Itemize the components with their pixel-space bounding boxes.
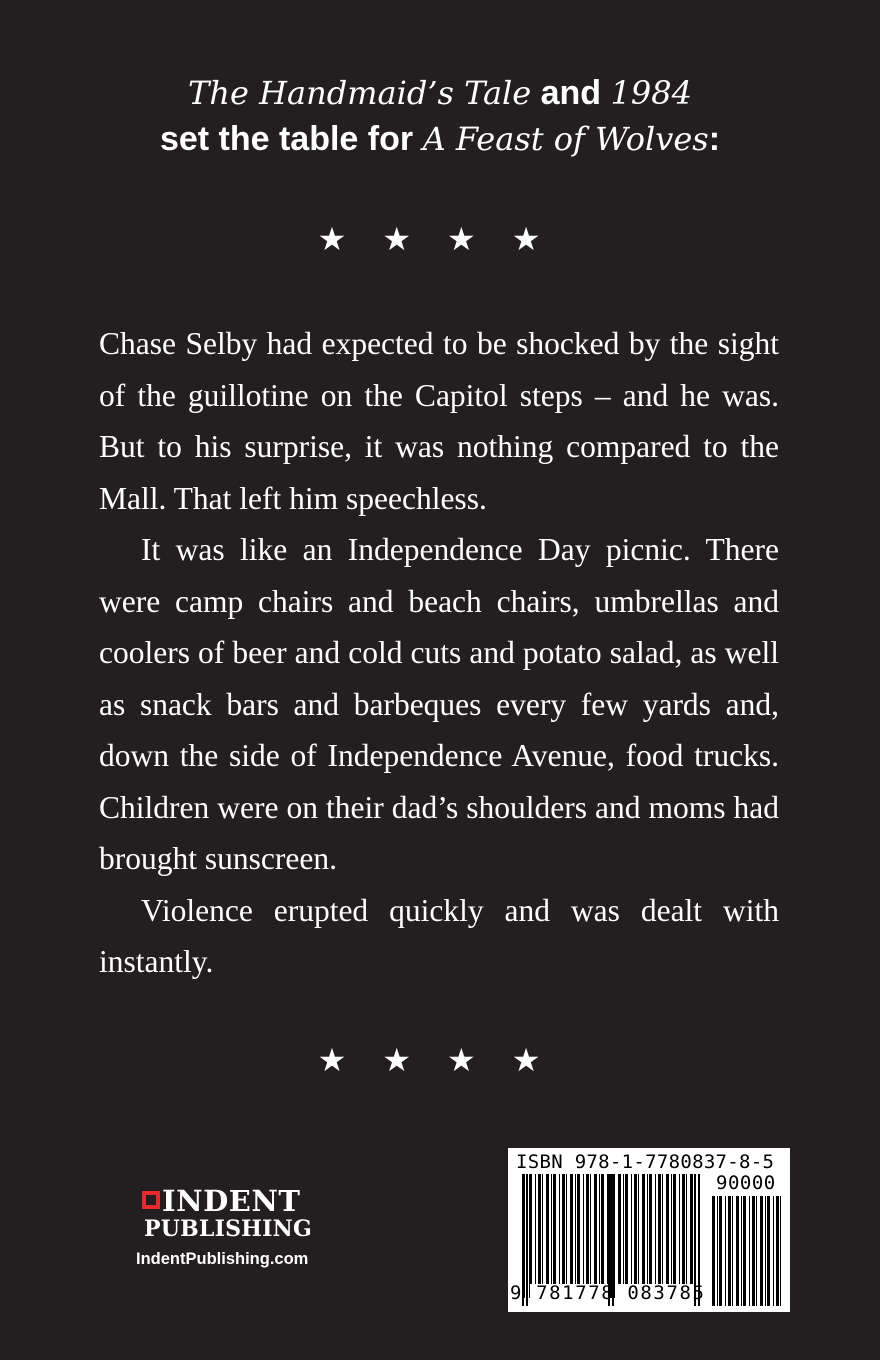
barcode-bar	[601, 1174, 604, 1298]
barcode-bar	[725, 1196, 726, 1306]
tagline-prefix: set the table for	[159, 120, 423, 158]
barcode-bar	[625, 1174, 628, 1298]
barcode-bar	[712, 1196, 715, 1306]
barcode-bar	[776, 1196, 779, 1306]
blurb-excerpt	[99, 318, 779, 988]
barcode-bar	[546, 1174, 549, 1298]
barcode-bar	[655, 1174, 656, 1298]
barcode-bar	[590, 1174, 591, 1298]
barcode-bar	[728, 1196, 731, 1306]
barcode-bar	[599, 1174, 600, 1298]
barcode-bar	[658, 1174, 661, 1298]
star-icon: ★	[317, 220, 369, 258]
star-icon: ★	[317, 1041, 369, 1079]
barcode-addon-number: 90000	[716, 1172, 776, 1194]
barcode-bar	[741, 1196, 742, 1306]
star-icon: ★	[382, 220, 433, 258]
barcode-bar	[662, 1174, 663, 1298]
barcode-bar	[649, 1174, 652, 1298]
isbn-barcode	[508, 1148, 790, 1312]
barcode-ean-digits: 9 781778 083785	[510, 1282, 706, 1304]
barcode-bar	[607, 1174, 608, 1298]
publisher-square-icon	[142, 1191, 160, 1209]
publisher-name-line-1	[142, 1186, 330, 1216]
barcode-bar	[743, 1196, 746, 1306]
barcode-bar	[756, 1196, 757, 1306]
barcode-bar	[732, 1196, 733, 1306]
barcode-bar	[553, 1174, 556, 1298]
barcode-bar	[642, 1174, 645, 1298]
barcode-bar	[623, 1174, 624, 1298]
barcode-bar	[594, 1174, 597, 1298]
barcode-bar	[570, 1174, 573, 1298]
barcode-bar	[542, 1174, 543, 1298]
barcode-bar	[638, 1174, 639, 1298]
barcode-bar	[690, 1174, 693, 1298]
barcode-bar	[647, 1174, 648, 1298]
barcode-bar	[562, 1174, 565, 1298]
star-icon: ★	[447, 1041, 498, 1079]
barcode-bar	[673, 1174, 676, 1298]
star-divider-top	[0, 219, 880, 259]
barcode-bar	[671, 1174, 672, 1298]
barcode-bar	[736, 1196, 739, 1306]
tagline-and: and	[531, 74, 611, 112]
barcode-bar	[631, 1174, 632, 1298]
barcode-bar	[717, 1196, 718, 1306]
tagline	[0, 70, 880, 162]
tagline-colon: :	[708, 120, 721, 158]
isbn-text: ISBN 978-1-7780837-8-5	[516, 1151, 775, 1173]
title-1984: 1984	[610, 74, 692, 112]
barcode-bar	[586, 1174, 589, 1298]
blurb-paragraph: Violence erupted quickly and was dealt with instantly.	[99, 892, 779, 979]
publisher-name-indent: INDENT	[162, 1184, 301, 1218]
barcode-bar	[752, 1196, 755, 1306]
barcode-bar	[679, 1174, 680, 1298]
barcode-bar	[566, 1174, 567, 1298]
barcode-bar	[618, 1174, 621, 1298]
barcode-bar	[529, 1174, 532, 1298]
star-icon: ★	[447, 220, 498, 258]
barcode-bar	[583, 1174, 584, 1298]
barcode-bar	[773, 1196, 774, 1306]
barcode-bar	[780, 1196, 781, 1306]
barcode-bar	[559, 1174, 560, 1298]
barcode-bar	[634, 1174, 637, 1298]
barcode-bar	[760, 1196, 763, 1306]
barcode-bar	[719, 1196, 722, 1306]
publisher-name-line-2: PUBLISHING	[144, 1216, 312, 1242]
barcode-bar	[535, 1174, 536, 1298]
barcode-bar	[765, 1196, 766, 1306]
barcode-bar	[538, 1174, 541, 1298]
barcode-bar	[614, 1174, 615, 1298]
star-icon: ★	[511, 220, 563, 258]
blurb-paragraph: It was like an Independence Day picnic. There were camp chairs and beach chairs, umbrellas and coolers of beer and cold cuts and potato salad, as well as snack bars and barbeques every few yards and, down the side of Independence Avenue, food trucks. Children were on their dad’s shoulders and moms had brought sunscreen.	[99, 532, 779, 876]
star-divider-bottom	[0, 1040, 880, 1080]
barcode-bar	[575, 1174, 576, 1298]
tagline-line-1	[0, 70, 880, 116]
title-feast-of-wolves: A Feast of Wolves	[422, 120, 709, 158]
star-icon: ★	[382, 1041, 433, 1079]
barcode-bar	[767, 1196, 770, 1306]
barcode-bar	[682, 1174, 685, 1298]
star-icon: ★	[511, 1041, 563, 1079]
blurb-paragraph: Chase Selby had expected to be shocked by the sight of the guillotine on the Capitol steps – and he was. But to his surprise, it was nothing compared to the Mall. That left him speechless.	[99, 326, 779, 516]
barcode-bar	[577, 1174, 580, 1298]
tagline-line-2	[0, 116, 880, 162]
barcode-bar	[686, 1174, 687, 1298]
barcode-bar	[749, 1196, 750, 1306]
barcode-bar	[551, 1174, 552, 1298]
publisher-url: IndentPublishing.com	[136, 1250, 309, 1268]
title-handmaids-tale: The Handmaid’s Tale	[188, 74, 532, 112]
publisher-logo	[130, 1186, 330, 1269]
barcode-bar	[666, 1174, 669, 1298]
